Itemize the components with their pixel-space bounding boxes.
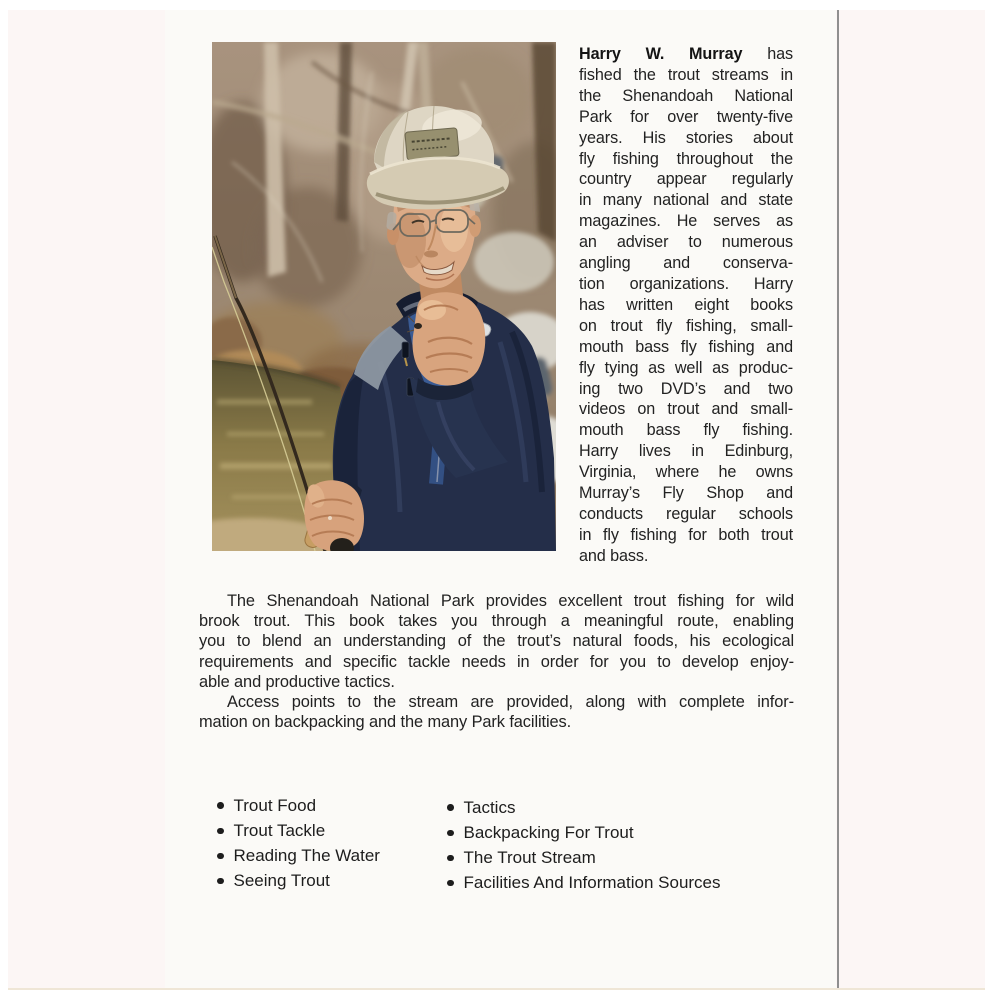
- paragraph-line: Access points to the stream are provided, along with complete infor-: [227, 693, 794, 712]
- bio-line: mouth bass fly fishing and: [579, 337, 793, 356]
- topic-item: [447, 845, 777, 870]
- topic-item: [447, 820, 777, 845]
- gripping-hand: [304, 480, 364, 551]
- topic-label: Seeing Trout: [233, 871, 330, 891]
- bio-line: mouth bass fly fishing.: [579, 421, 793, 440]
- bio-line: country appear regularly: [579, 170, 793, 189]
- bio-line: in fly fishing for both trout: [579, 525, 793, 544]
- bio-line: the Shenandoah National: [579, 86, 793, 105]
- topics-list-left: [217, 793, 432, 894]
- description-paragraph-1: [199, 591, 794, 692]
- zipper-pull: [402, 342, 409, 358]
- author-photo: [212, 42, 556, 551]
- topic-label: Trout Tackle: [233, 820, 326, 840]
- bio-line: fished the trout streams in: [579, 65, 793, 84]
- bullet-dot-icon: [447, 830, 454, 837]
- paragraph-line: mation on backpacking and the many Park facilities.: [199, 713, 572, 732]
- bullet-dot-icon: [217, 853, 224, 860]
- topic-label: Reading The Water: [233, 845, 380, 865]
- bio-line: has written eight books: [579, 295, 793, 314]
- bio-line: Harry lives in Edinburg,: [579, 442, 793, 461]
- topic-label: Backpacking For Trout: [463, 822, 634, 842]
- paragraph-line: able and productive tactics.: [199, 672, 395, 691]
- bio-line: fly fishing throughout the: [579, 149, 793, 168]
- bullet-dot-icon: [217, 802, 224, 809]
- bio-line: conducts regular schools: [579, 504, 793, 523]
- bio-line: [579, 44, 793, 65]
- bio-line: angling and conserva-: [579, 254, 793, 273]
- topic-item: [217, 843, 432, 868]
- bio-lines: [579, 65, 793, 567]
- topics-list-right: [447, 795, 777, 896]
- bio-line: in many national and state: [579, 191, 793, 210]
- cap-logo-patch: [405, 128, 459, 160]
- bullet-dot-icon: [447, 855, 454, 862]
- topic-label: Trout Food: [233, 795, 317, 815]
- bio-line: videos on trout and small-: [579, 400, 793, 419]
- topic-label: Facilities And Information Sources: [463, 873, 721, 893]
- bullet-dot-icon: [217, 878, 224, 885]
- topic-item: [217, 818, 432, 843]
- cover-edge-line: [837, 10, 839, 988]
- bullet-dot-icon: [217, 828, 224, 835]
- bullet-dot-icon: [447, 804, 454, 811]
- description: [199, 591, 794, 732]
- topic-item: [447, 871, 777, 896]
- topic-item: [447, 795, 777, 820]
- bio-line: tion organizations. Harry: [579, 274, 793, 293]
- author-name: Harry W. Murray: [579, 45, 743, 63]
- bio-line: on trout fly fishing, small-: [579, 316, 793, 335]
- bullet-dot-icon: [447, 880, 454, 887]
- bio-line: magazines. He serves as: [579, 212, 793, 231]
- bio-line: ing two DVD’s and two: [579, 379, 793, 398]
- author-photo-illustration: [212, 42, 556, 551]
- topic-label: The Trout Stream: [463, 847, 596, 867]
- paragraph-line: The Shenandoah National Park provides excellent trout fishing for wild: [227, 592, 794, 610]
- bio-line: an adviser to numerous: [579, 233, 793, 252]
- author-bio: [579, 44, 793, 567]
- bio-line: Virginia, where he owns: [579, 463, 793, 482]
- bio-line: and bass.: [579, 546, 649, 565]
- bio-text: has: [767, 45, 793, 63]
- topic-label: Tactics: [463, 797, 516, 817]
- paragraph-line: requirements and specific tackle needs in order for you to develop enjoy-: [199, 652, 794, 671]
- bio-line: Murray’s Fly Shop and: [579, 484, 793, 503]
- topic-item: [217, 869, 432, 894]
- bio-line: Park for over twenty-five: [579, 107, 793, 126]
- description-paragraph-2: [199, 692, 794, 732]
- paragraph-line: you to blend an understanding of the trout’s natural foods, his ecological: [199, 632, 794, 651]
- fishing-fly: [414, 323, 422, 329]
- bio-line: fly tying as well as produc-: [579, 358, 793, 377]
- bio-line: years. His stories about: [579, 128, 793, 147]
- topic-item: [217, 793, 432, 818]
- paragraph-line: brook trout. This book takes you through a meaningful route, enabling: [199, 612, 794, 631]
